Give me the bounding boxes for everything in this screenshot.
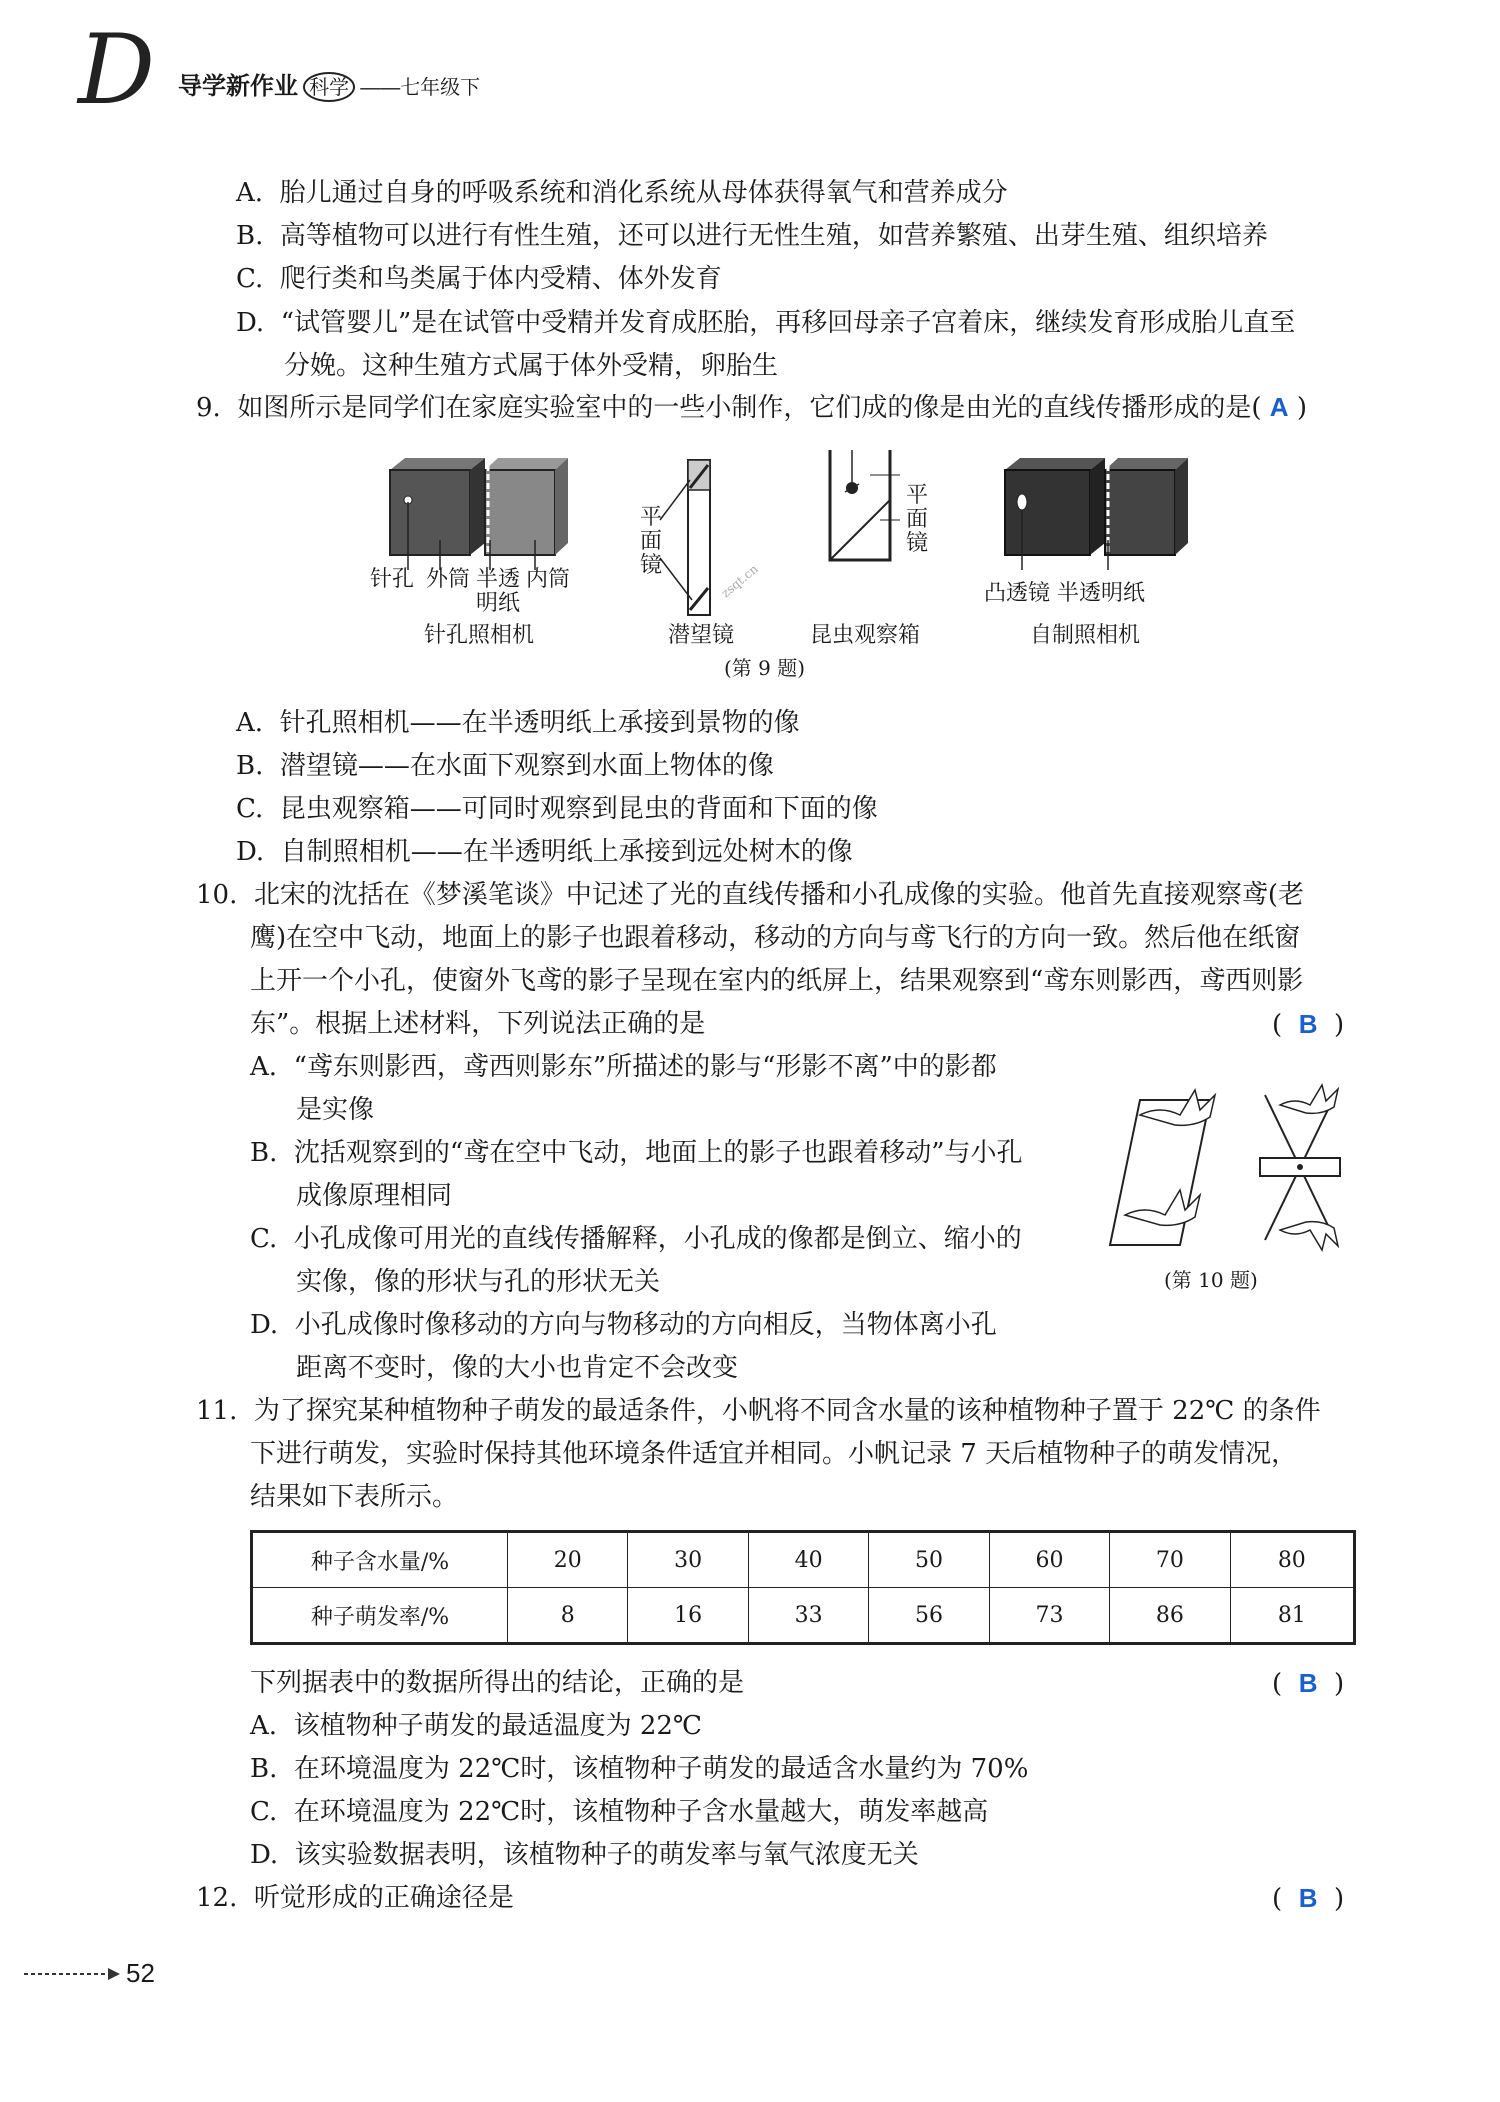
book-title: 导学新作业 — [178, 73, 298, 100]
insect-mirror-1: 平 — [906, 483, 929, 508]
table-cell: 80 — [1230, 1532, 1354, 1588]
footer-arrow-icon — [22, 1964, 122, 1984]
q10-option-c: C. 小孔成像可用光的直线传播解释，小孔成的像都是倒立、缩小的 — [250, 1224, 1022, 1254]
q12-stem: 12. 听觉形成的正确途径是 — [196, 1883, 514, 1913]
table-cell: 73 — [989, 1588, 1109, 1644]
table-cell: 20 — [508, 1532, 628, 1588]
q9-answer: A — [1269, 392, 1289, 422]
q11-answer: B — [1298, 1668, 1318, 1698]
q12-answer-bracket: ( B ) — [1272, 1883, 1345, 1914]
q10-option-b-cont: 成像原理相同 — [296, 1181, 453, 1211]
q10-option-a-cont: 是实像 — [296, 1095, 375, 1125]
table-row-header: 种子含水量/% — [252, 1532, 508, 1588]
table-row — [252, 1588, 1355, 1644]
periscope-drawing — [660, 460, 710, 615]
q10-option-d-cont: 距离不变时，像的大小也肯定不会改变 — [296, 1353, 739, 1383]
periscope-name: 潜望镜 — [668, 623, 735, 648]
shadow-parallelogram-drawing — [1110, 1090, 1215, 1245]
homemade-camera-name: 自制照相机 — [1030, 623, 1141, 648]
q11-stem-line3: 结果如下表所示。 — [250, 1482, 459, 1512]
periscope-mirror-3: 镜 — [640, 553, 663, 578]
table-cell: 50 — [869, 1532, 989, 1588]
pinhole-label-hole: 针孔 — [370, 567, 415, 592]
q10-option-a: A. “鸢东则影西，鸢西则影东”所描述的影与“形影不离”中的影都 — [250, 1052, 997, 1082]
q10-figure — [1080, 1070, 1360, 1260]
header-logo: D — [78, 14, 155, 126]
pinhole-label-inner: 内筒 — [526, 567, 571, 592]
q10-stem-line4: 东”。根据上述材料，下列说法正确的是 — [250, 1009, 706, 1039]
q11-option-d: D. 该实验数据表明，该植物种子的萌发率与氧气浓度无关 — [250, 1840, 919, 1870]
q11-option-a: A. 该植物种子萌发的最适温度为 22℃ — [250, 1711, 703, 1741]
q10-stem-line2: 鹰)在空中飞动，地面上的影子也跟着移动，移动的方向与鸢飞行的方向一致。然后他在纸窗 — [250, 923, 1301, 953]
q8-option-d: D. “试管婴儿”是在试管中受精并发育成胚胎，再移回母亲子宫着床，继续发育形成胎儿直至 — [236, 308, 1296, 338]
q11-data-table — [250, 1530, 1356, 1645]
table-cell: 81 — [1230, 1588, 1354, 1644]
q9-caption: (第 9 题) — [724, 656, 806, 680]
table-cell: 56 — [869, 1588, 989, 1644]
periscope-mirror-1: 平 — [640, 505, 663, 530]
pinhole-label-semi: 半透 — [476, 567, 521, 592]
table-cell: 40 — [748, 1532, 868, 1588]
q11-question: 下列据表中的数据所得出的结论，正确的是 — [250, 1668, 745, 1698]
table-cell: 60 — [989, 1532, 1109, 1588]
q10-option-b: B. 沈括观察到的“鸢在空中飞动，地面上的影子也跟着移动”与小孔 — [250, 1138, 1023, 1168]
table-cell: 33 — [748, 1588, 868, 1644]
q8-option-a: A. 胎儿通过自身的呼吸系统和消化系统从母体获得氧气和营养成分 — [236, 178, 1008, 208]
table-cell: 8 — [508, 1588, 628, 1644]
q9-option-d: D. 自制照相机——在半透明纸上承接到远处树木的像 — [236, 837, 853, 867]
homemade-parts: 凸透镜 半透明纸 — [984, 581, 1145, 606]
header — [178, 66, 480, 102]
periscope-mirror-2: 面 — [640, 529, 663, 554]
q12-answer: B — [1298, 1883, 1318, 1913]
pinhole-label-paper: 明纸 — [476, 591, 521, 616]
q9-option-b: B. 潜望镜——在水面下观察到水面上物体的像 — [236, 751, 774, 781]
q11-option-c: C. 在环境温度为 22℃时，该植物种子含水量越大，萌发率越高 — [250, 1797, 989, 1827]
homemade-camera-drawing — [1005, 458, 1188, 570]
q10-answer: B — [1298, 1009, 1318, 1039]
table-cell: 86 — [1110, 1588, 1230, 1644]
table-row — [252, 1532, 1355, 1588]
insect-mirror-3: 镜 — [906, 531, 929, 556]
pinhole-camera-drawing — [390, 458, 568, 570]
q8-option-b: B. 高等植物可以进行有性生殖，还可以进行无性生殖，如营养繁殖、出芽生殖、组织培养 — [236, 221, 1268, 251]
q10-stem-line3: 上开一个小孔，使窗外飞鸢的影子呈现在室内的纸屏上，结果观察到“鸢东则影西，鸢西则影 — [250, 966, 1304, 996]
q11-option-b: B. 在环境温度为 22℃时，该植物种子萌发的最适含水量约为 70% — [250, 1754, 1029, 1784]
page-number: 52 — [126, 1958, 155, 1988]
q10-answer-bracket: ( B ) — [1272, 1009, 1345, 1040]
pinhole-label-outer: 外筒 — [426, 567, 471, 592]
q11-stem-line1: 11. 为了探究某种植物种子萌发的最适条件，小帆将不同含水量的该种植物种子置于 22℃ 的条件 — [196, 1396, 1321, 1426]
table-cell: 30 — [628, 1532, 748, 1588]
grade-label: ——七年级下 — [360, 77, 481, 99]
q10-option-c-cont: 实像，像的形状与孔的形状无关 — [296, 1267, 661, 1297]
q9-stem: 9. 如图所示是同学们在家庭实验室中的一些小制作，它们成的像是由光的直线传播形成的是( A ) — [196, 392, 1307, 423]
q10-caption: (第 10 题) — [1164, 1268, 1258, 1292]
subject-badge: 科学 — [303, 72, 355, 102]
table-row-header: 种子萌发率/% — [252, 1588, 508, 1644]
pinhole-cross-drawing — [1260, 1085, 1340, 1250]
q9-option-a: A. 针孔照相机——在半透明纸上承接到景物的像 — [236, 708, 800, 738]
insect-box-name: 昆虫观察箱 — [810, 623, 921, 648]
q10-option-d: D. 小孔成像时像移动的方向与物移动的方向相反，当物体离小孔 — [250, 1310, 997, 1340]
q8-option-c: C. 爬行类和鸟类属于体内受精、体外发育 — [236, 264, 722, 294]
pinhole-camera-name: 针孔照相机 — [424, 623, 535, 648]
q11-stem-line2: 下进行萌发，实验时保持其他环境条件适宜并相同。小帆记录 7 天后植物种子的萌发情况， — [250, 1439, 1298, 1469]
q9-option-c: C. 昆虫观察箱——可同时观察到昆虫的背面和下面的像 — [236, 794, 878, 824]
insect-box-drawing — [830, 450, 900, 560]
insect-mirror-2: 面 — [906, 507, 929, 532]
q10-stem-line1: 10. 北宋的沈括在《梦溪笔谈》中记述了光的直线传播和小孔成像的实验。他首先直接观察鸢(老 — [196, 880, 1305, 910]
table-cell: 70 — [1110, 1532, 1230, 1588]
watermark: zsqt.cn — [718, 561, 761, 601]
table-cell: 16 — [628, 1588, 748, 1644]
q8-option-d-cont: 分娩。这种生殖方式属于体外受精，卵胎生 — [284, 351, 779, 381]
q11-answer-bracket: ( B ) — [1272, 1668, 1345, 1699]
